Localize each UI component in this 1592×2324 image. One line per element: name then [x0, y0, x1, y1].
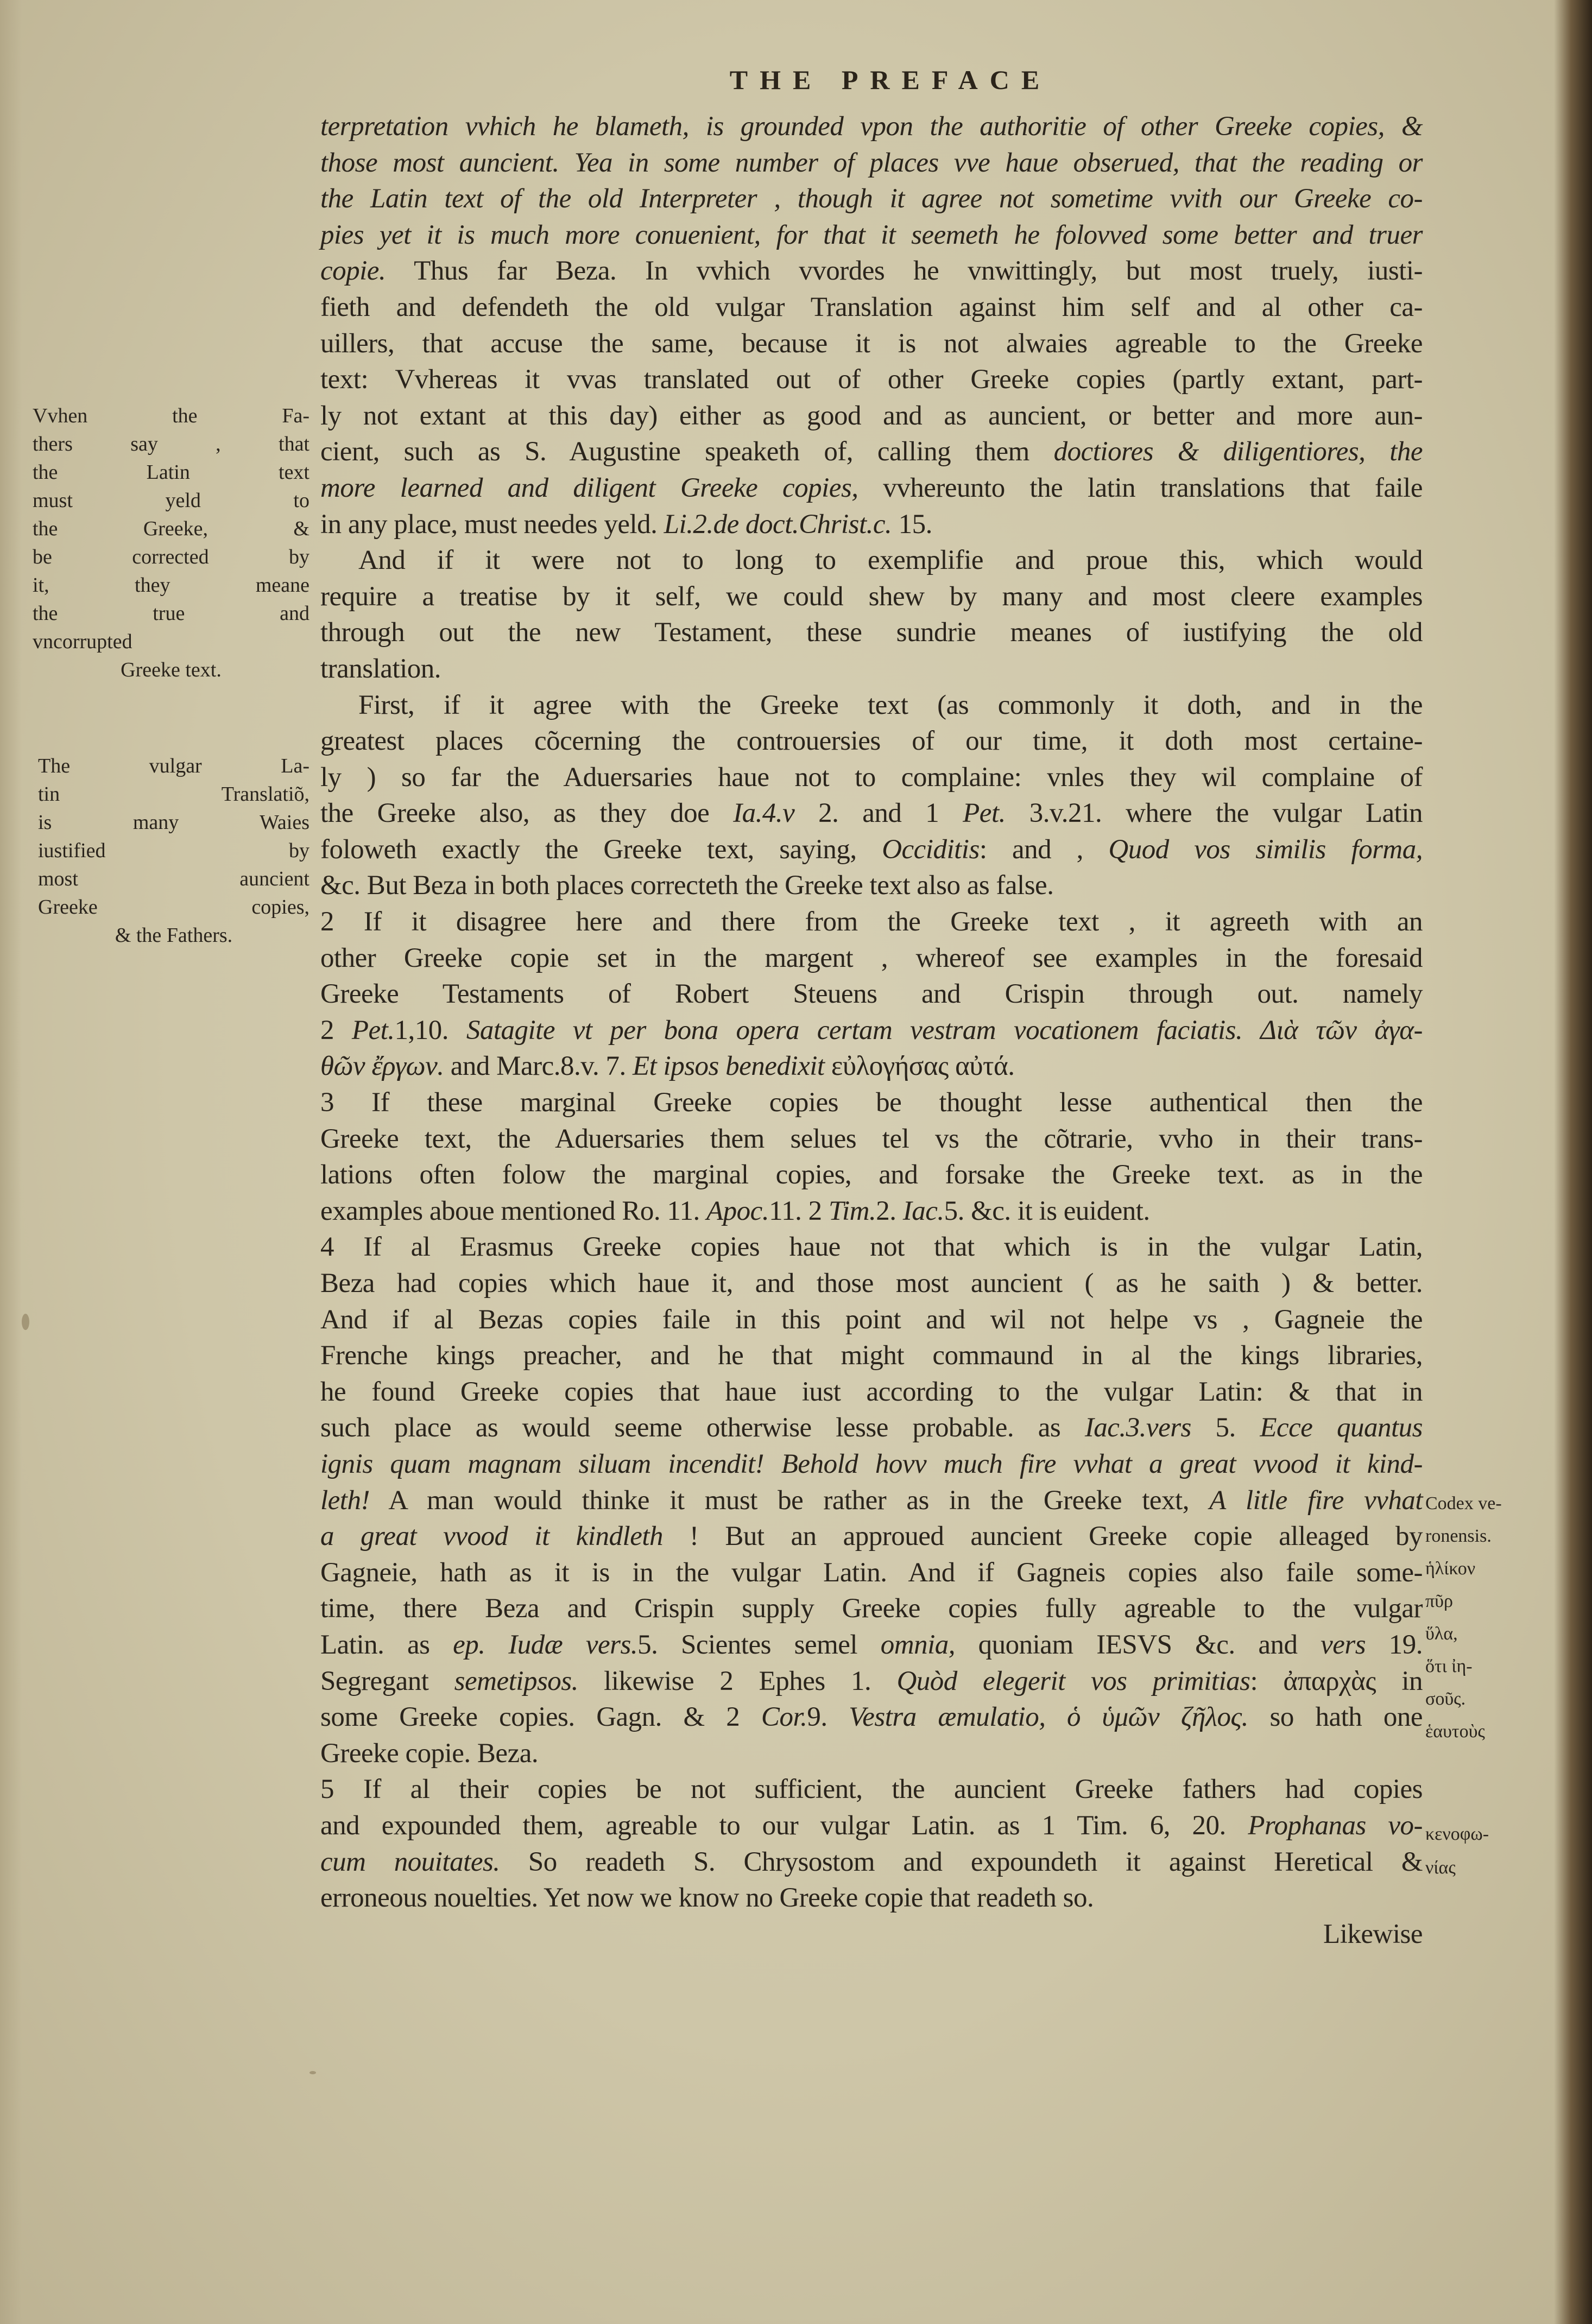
roman-text: lations often folow the marginal copies, and forsake the Greeke text. as in the — [320, 1160, 1423, 1191]
roman-text: vvhereunto the latin translations that faile — [858, 472, 1423, 503]
roman-text: 9. — [807, 1702, 849, 1733]
italic-text: semetipsos. — [454, 1666, 578, 1696]
text-line — [320, 217, 1423, 254]
text-line — [320, 651, 1423, 687]
roman-text: A man would thinke it must be rather as in the Greeke text, — [369, 1485, 1210, 1516]
roman-text: text: Vvhereas it vvas translated out of other Greeke copies (partly extant, part- — [320, 364, 1423, 395]
roman-text: 3.v.21. where the vulgar Latin — [1005, 798, 1423, 829]
text-line — [320, 1446, 1423, 1483]
roman-text: Greeke text, the Aduersaries them selues tel vs the cõtrarie, vvho in their trans- — [320, 1123, 1423, 1154]
margin-note-line: The vulgar La- — [38, 755, 309, 777]
margin-note-line: πῦρ — [1425, 1591, 1453, 1611]
text-line — [320, 940, 1423, 977]
margin-note-line: the true and — [33, 602, 309, 625]
roman-text: And if al Bezas copies faile in this point and wil not helpe vs , Gagneie the — [320, 1304, 1423, 1335]
text-line — [320, 289, 1423, 326]
italic-text: A litle fire vvhat — [1209, 1485, 1423, 1516]
roman-text: Beza had copies which haue it, and those most auncient ( as he saith ) & better. — [320, 1268, 1423, 1299]
page-binding-edge — [1554, 0, 1592, 2324]
margin-note-line: be corrected by — [33, 546, 309, 568]
italic-text: pies yet it is much more conuenient, for that it seemeth he folovved some better and truer — [320, 219, 1423, 250]
paper-blemish — [309, 2071, 316, 2074]
roman-text: And if it were not to long to exemplifie and proue this, which would — [358, 545, 1423, 576]
margin-note-line: must yeld to — [33, 489, 309, 512]
italic-text: doctiores & diligentiores, the — [1053, 436, 1423, 467]
roman-text: 5 If al their copies be not sufficient, the auncient Greeke fathers had copies — [320, 1774, 1423, 1805]
roman-text: 11. 2 — [769, 1195, 829, 1226]
roman-text: some Greeke copies. Gagn. & 2 — [320, 1702, 761, 1733]
roman-text: : and , — [979, 834, 1109, 865]
margin-note-line: Greeke copies, — [38, 896, 309, 919]
italic-text: Vestra æmulatio, ὁ ὑμῶν ζῆλος. — [849, 1702, 1248, 1733]
margin-note-line: the Latin text — [33, 461, 309, 484]
roman-text: the Greeke also, as they doe — [320, 798, 734, 829]
text-line — [320, 1663, 1423, 1700]
margin-note-line: & the Fathers. — [115, 924, 233, 947]
roman-text: Latin. as — [320, 1629, 453, 1660]
italic-text: ep. Iudæ vers. — [453, 1629, 638, 1660]
roman-text: in any place, must needes yeld. — [320, 509, 664, 540]
roman-text: and Marc.8.v. 7. — [444, 1051, 633, 1082]
text-line — [320, 1880, 1423, 1916]
roman-text: such place as would seeme otherwise lesse probable. as — [320, 1413, 1085, 1443]
margin-note-line: iustified by — [38, 839, 309, 862]
text-line — [320, 1338, 1423, 1374]
italic-text: Quod vos similis forma, — [1108, 834, 1423, 865]
roman-text: Thus far Beza. In vvhich vvordes he vnwittingly, but most truely, iusti- — [386, 256, 1423, 287]
italic-text: a great vvood it kindleth — [320, 1521, 663, 1552]
margin-note-line: thers say , that — [33, 433, 309, 455]
roman-text: require a treatise by it self, we could shew by many and most cleere examples — [320, 581, 1423, 612]
text-line — [320, 1483, 1423, 1519]
roman-text: Likewise — [1323, 1918, 1423, 1949]
margin-note-line: it, they meane — [33, 574, 309, 597]
roman-text: 5. &c. it is euident. — [944, 1195, 1150, 1226]
paper-blemish — [22, 1314, 29, 1330]
roman-text: 19. — [1366, 1629, 1423, 1660]
text-line — [320, 1265, 1423, 1302]
text-line — [320, 1374, 1423, 1410]
roman-text: translation. — [320, 653, 441, 684]
italic-text: leth! — [320, 1485, 370, 1516]
roman-text: Frenche kings preacher, and he that might commaund in al the kings libraries, — [320, 1340, 1423, 1371]
margin-note-line: σοῦς. — [1425, 1689, 1466, 1709]
italic-text: cum nouitates. — [320, 1846, 500, 1877]
text-line — [320, 1808, 1423, 1844]
roman-text: 2. and 1 — [794, 798, 963, 829]
margin-note-line: Codex ve- — [1425, 1493, 1502, 1514]
text-line — [320, 904, 1423, 940]
italic-text: copie. — [320, 256, 386, 287]
roman-text: Segregant — [320, 1666, 454, 1696]
roman-text: 15. — [892, 509, 932, 540]
roman-text: &c. But Beza in both places correcteth the Greeke text also as false. — [320, 870, 1054, 901]
roman-text: 5. — [1191, 1413, 1260, 1443]
roman-text: εὐλογήσας αὐτά. — [824, 1051, 1015, 1082]
text-line — [320, 1518, 1423, 1555]
roman-text: Greeke copie. Beza. — [320, 1738, 539, 1769]
roman-text: 2. — [876, 1195, 903, 1226]
margin-note-line: ronensis. — [1425, 1526, 1492, 1546]
roman-text: So readeth S. Chrysostom and expoundeth it against Heretical & — [500, 1846, 1423, 1877]
italic-text: Occiditis — [882, 834, 980, 865]
italic-text: omnia, — [880, 1629, 955, 1660]
running-head: THE PREFACE — [729, 65, 1052, 95]
text-line — [320, 181, 1423, 217]
italic-text: Li.2.de doct.Christ.c. — [664, 509, 892, 540]
roman-text: through out the new Testament, these sundrie meanes of iustifying the old — [320, 617, 1423, 648]
text-line — [320, 976, 1423, 1012]
text-line — [320, 542, 1423, 579]
roman-text: time, there Beza and Crispin supply Greeke copies fully agreable to the vulgar — [320, 1593, 1423, 1624]
margin-note-vulgar-latin — [38, 752, 309, 949]
margin-note-line: tin Translatiõ, — [38, 783, 309, 806]
text-line — [320, 109, 1423, 145]
text-line — [320, 1121, 1423, 1157]
margin-note-line: κενοφω- — [1425, 1824, 1489, 1844]
italic-text: Ecce quantus — [1260, 1413, 1423, 1443]
roman-text: other Greeke copie set in the margent , whereof see examples in the foresaid — [320, 942, 1423, 973]
text-line — [320, 1229, 1423, 1265]
text-line — [320, 1771, 1423, 1808]
roman-text: 3 If these marginal Greeke copies be thought lesse authentical then the — [320, 1087, 1423, 1118]
italic-text: terpretation vvhich he blameth, is grounded vpon the authoritie of other Greeke copies, & — [320, 111, 1423, 142]
text-line — [320, 1627, 1423, 1663]
roman-text: quoniam IESVS &c. and — [955, 1629, 1321, 1660]
text-line — [320, 795, 1423, 832]
roman-text: 2 If it disagree here and there from the Greeke text , it agreeth with an — [320, 907, 1423, 938]
text-line — [320, 1844, 1423, 1880]
italic-text: more learned and diligent Greeke copies, — [320, 472, 858, 503]
italic-text: Prophanas vo- — [1248, 1810, 1423, 1841]
margin-note-line: ὅτι ἰη- — [1425, 1656, 1473, 1676]
text-line — [320, 434, 1423, 470]
margin-note-line: Vvhen the Fa- — [33, 404, 309, 427]
page-left-edge — [0, 0, 22, 2324]
text-line — [320, 398, 1423, 434]
roman-text: First, if it agree with the Greeke text (as commonly it doth, and in the — [358, 689, 1423, 720]
text-line — [320, 1555, 1423, 1591]
italic-text: Quòd elegerit vos primitias — [896, 1666, 1250, 1696]
text-line — [320, 1591, 1423, 1627]
text-line — [320, 1157, 1423, 1193]
italic-text: Cor. — [761, 1702, 807, 1733]
text-line — [320, 1736, 1423, 1772]
text-line — [320, 759, 1423, 796]
roman-text: uillers, that accuse the same, because it is not alwaies agreable to the Greeke — [320, 328, 1423, 359]
text-line — [320, 1085, 1423, 1121]
italic-text: Satagite vt per bona opera certam vestram vocationem faciatis. Διὰ τῶν ἀγα- — [466, 1015, 1423, 1046]
italic-text: vers — [1321, 1629, 1366, 1660]
roman-text: 4 If al Erasmus Greeke copies haue not that which is in the vulgar Latin, — [320, 1232, 1423, 1263]
roman-text: Greeke Testaments of Robert Steuens and Crispin through out. namely — [320, 979, 1423, 1010]
text-line — [320, 506, 1423, 543]
text-line — [320, 1410, 1423, 1446]
text-line — [320, 362, 1423, 398]
roman-text: examples aboue mentioned Ro. 11. — [320, 1195, 707, 1226]
italic-text: Pet. — [351, 1015, 395, 1046]
roman-text: ly not extant at this day) either as good and as auncient, or better and more aun- — [320, 400, 1423, 431]
roman-text: greatest places cõcerning the controuersies of our time, it doth most certaine- — [320, 726, 1423, 757]
text-line — [320, 723, 1423, 759]
roman-text: 5. Scientes semel — [637, 1629, 881, 1660]
margin-note-fathers — [33, 402, 309, 684]
margin-note-line: is many Waies — [38, 811, 309, 834]
margin-note-line: ὕλα, — [1425, 1624, 1458, 1644]
main-text-column — [320, 109, 1423, 1952]
text-line — [320, 832, 1423, 868]
italic-text: Pet. — [963, 798, 1006, 829]
margin-note-line: ἡλίκον — [1425, 1559, 1476, 1579]
roman-text: ! But an approued auncient Greeke copie alleaged by — [663, 1521, 1423, 1552]
margin-note-kenophonias — [1425, 1818, 1507, 1885]
text-line — [320, 1302, 1423, 1338]
roman-text: 2 — [320, 1015, 352, 1046]
roman-text: and expounded them, agreable to our vulgar Latin. as 1 Tim. 6, 20. — [320, 1810, 1248, 1841]
roman-text: Gagneie, hath as it is in the vulgar Latin. And if Gagneis copies also faile some- — [320, 1557, 1423, 1588]
italic-text: Tim. — [828, 1195, 876, 1226]
italic-text: Iac. — [902, 1195, 944, 1226]
roman-text: : ἀπαρχὰς in — [1250, 1666, 1423, 1696]
text-line — [320, 687, 1423, 724]
roman-text: ly ) so far the Aduersaries haue not to complaine: vnles they wil complaine of — [320, 762, 1423, 793]
text-line — [320, 1916, 1423, 1953]
text-line — [320, 1193, 1423, 1230]
italic-text: Et ipsos benedixit — [632, 1051, 825, 1082]
roman-text: fieth and defendeth the old vulgar Translation against him self and al other ca- — [320, 292, 1423, 322]
text-line — [320, 1012, 1423, 1049]
text-line — [320, 867, 1423, 904]
margin-note-line: most auncient — [38, 867, 309, 890]
roman-text: foloweth exactly the Greeke text, saying, — [320, 834, 882, 865]
italic-text: Apoc. — [706, 1195, 769, 1226]
text-line — [320, 1699, 1423, 1736]
roman-text: 1,10. — [394, 1015, 466, 1046]
text-line — [320, 145, 1423, 181]
text-line — [320, 470, 1423, 506]
margin-note-line: vncorrupted — [33, 630, 132, 653]
margin-note-line: the Greeke, & — [33, 517, 309, 540]
italic-text: Ia.4.v — [733, 798, 795, 829]
roman-text: cient, such as S. Augustine speaketh of, calling them — [320, 436, 1054, 467]
text-line — [320, 579, 1423, 615]
text-line — [320, 615, 1423, 651]
italic-text: those most auncient. Yea in some number of places vve haue obserued, that the reading or — [320, 147, 1423, 178]
margin-note-line: νίας — [1425, 1858, 1456, 1878]
text-line — [320, 253, 1423, 289]
roman-text: he found Greeke copies that haue iust according to the vulgar Latin: & that in — [320, 1376, 1423, 1407]
italic-text: Iac.3.vers — [1084, 1413, 1191, 1443]
margin-note-codex-veronensis — [1425, 1487, 1507, 1748]
roman-text: likewise 2 Ephes 1. — [578, 1666, 897, 1696]
italic-text: ignis quam magnam siluam incendit! Behold hovv much fire vvhat a great vvood it kind- — [320, 1448, 1423, 1479]
margin-note-line: ἑαυτοὺς — [1425, 1721, 1485, 1742]
italic-text: the Latin text of the old Interpreter , though it agree not sometime vvith our Greeke co- — [320, 183, 1423, 214]
roman-text: erroneous nouelties. Yet now we know no Greeke copie that readeth so. — [320, 1883, 1094, 1914]
italic-text: θῶν ἔργων. — [320, 1051, 444, 1082]
text-line — [320, 1048, 1423, 1085]
text-line — [320, 326, 1423, 362]
roman-text: so hath one — [1248, 1702, 1423, 1733]
margin-note-line: Greeke text. — [121, 658, 222, 681]
